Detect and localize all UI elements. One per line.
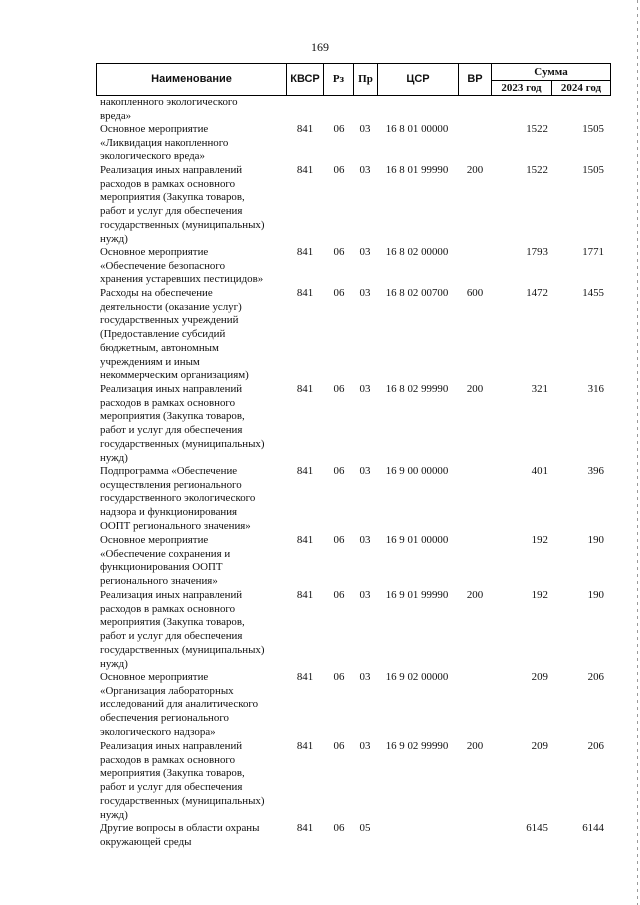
page-number: 169 (311, 40, 329, 54)
header-name: Наименование (151, 73, 232, 85)
row-sum-2024: 190 (587, 534, 604, 546)
row-csr: 16 8 01 99990 (385, 164, 449, 176)
header-year2-cell (551, 80, 611, 96)
row-pr: 03 (359, 740, 371, 752)
row-sum-2023: 1472 (526, 287, 548, 299)
row-sum-2023: 1522 (526, 123, 548, 135)
table-row (0, 534, 640, 589)
row-name: Основное мероприятие «Обеспечение сохранения и функционирования ООПТ регионального значения» (100, 534, 231, 588)
row-vr: 200 (466, 164, 484, 176)
table-row (0, 822, 640, 863)
header-year1-cell (491, 80, 552, 96)
table-row (0, 589, 640, 671)
row-kvsr: 841 (296, 740, 314, 752)
row-rz: 06 (333, 671, 345, 683)
row-name: Подпрограмма «Обеспечение осуществления регионального государственного экологического надзора и функционирования ООПТ регионального значения» (100, 465, 256, 532)
table-row (0, 740, 640, 822)
row-name: Другие вопросы в области охраны окружающей среды (100, 822, 260, 848)
row-csr: 16 8 02 99990 (385, 383, 449, 395)
row-sum-2023: 401 (531, 465, 548, 477)
row-sum-2024: 1455 (582, 287, 604, 299)
table-row (0, 671, 640, 740)
table-row (0, 383, 640, 465)
row-kvsr: 841 (296, 383, 314, 395)
row-csr: 16 9 00 00000 (385, 465, 449, 477)
table-body (0, 96, 640, 863)
table-row (0, 164, 640, 246)
row-sum-2023: 321 (531, 383, 548, 395)
table-row (0, 287, 640, 383)
header-vr-cell (458, 63, 492, 96)
header-kvsr: КВСР (290, 73, 320, 85)
row-sum-2023: 192 (531, 534, 548, 546)
row-sum-2024: 6144 (582, 822, 604, 834)
row-sum-2024: 316 (587, 383, 604, 395)
row-sum-2024: 1505 (582, 123, 604, 135)
table-row (0, 465, 640, 534)
row-sum-2023: 209 (531, 671, 548, 683)
row-vr: 600 (466, 287, 484, 299)
row-sum-2023: 192 (531, 589, 548, 601)
row-name: Реализация иных направлений расходов в рамках основного мероприятия (Закупка товаров, работ и услуг для обеспечения государственных (муниципальных) нужд) (100, 589, 265, 670)
row-name: Реализация иных направлений расходов в рамках основного мероприятия (Закупка товаров, работ и услуг для обеспечения государственных (муниципальных) нужд) (100, 383, 265, 464)
header-sum: Сумма (534, 66, 568, 78)
row-csr: 16 8 02 00000 (385, 246, 449, 258)
row-pr: 03 (359, 287, 371, 299)
row-rz: 06 (333, 287, 345, 299)
row-rz: 06 (333, 589, 345, 601)
row-kvsr: 841 (296, 534, 314, 546)
header-rz-cell (323, 63, 354, 96)
row-pr: 03 (359, 671, 371, 683)
row-rz: 06 (333, 534, 345, 546)
row-pr: 03 (359, 383, 371, 395)
row-pr: 03 (359, 164, 371, 176)
row-csr: 16 9 01 00000 (385, 534, 449, 546)
row-pr: 03 (359, 589, 371, 601)
row-rz: 06 (333, 822, 345, 834)
row-kvsr: 841 (296, 246, 314, 258)
row-kvsr: 841 (296, 822, 314, 834)
row-rz: 06 (333, 465, 345, 477)
row-name: Реализация иных направлений расходов в рамках основного мероприятия (Закупка товаров, работ и услуг для обеспечения государственных (муниципальных) нужд) (100, 164, 265, 245)
row-name: Основное мероприятие «Обеспечение безопасного хранения устаревших пестицидов» (100, 246, 264, 286)
row-vr: 200 (466, 589, 484, 601)
header-vr: ВР (467, 73, 483, 85)
header-csr: ЦСР (406, 73, 430, 85)
row-pr: 03 (359, 534, 371, 546)
row-kvsr: 841 (296, 671, 314, 683)
row-sum-2023: 6145 (526, 822, 548, 834)
header-rz: Рз (332, 73, 345, 85)
row-name: Реализация иных направлений расходов в рамках основного мероприятия (Закупка товаров, работ и услуг для обеспечения государственных (муниципальных) нужд) (100, 740, 265, 821)
row-sum-2024: 396 (587, 465, 604, 477)
row-kvsr: 841 (296, 123, 314, 135)
row-kvsr: 841 (296, 465, 314, 477)
row-name: накопленного экологического вреда» (100, 96, 238, 122)
row-sum-2024: 1505 (582, 164, 604, 176)
row-csr: 16 8 02 00700 (385, 287, 449, 299)
header-year2: 2024 год (560, 82, 602, 94)
row-sum-2023: 1793 (526, 246, 548, 258)
row-sum-2024: 206 (587, 740, 604, 752)
row-kvsr: 841 (296, 589, 314, 601)
row-rz: 06 (333, 383, 345, 395)
row-sum-2023: 1522 (526, 164, 548, 176)
row-sum-2023: 209 (531, 740, 548, 752)
row-name: Расходы на обеспечение деятельности (оказание услуг) государственных учреждений (Предоставление субсидий бюджетным, автономным учреждениям и иным некоммерческим организациям) (100, 287, 249, 382)
row-csr: 16 9 02 00000 (385, 671, 449, 683)
row-name: Основное мероприятие «Ликвидация накопленного экологического вреда» (100, 123, 229, 163)
row-sum-2024: 206 (587, 671, 604, 683)
row-sum-2024: 190 (587, 589, 604, 601)
row-name: Основное мероприятие «Организация лабораторных исследований для аналитического обеспечения регионального экологического надзора» (100, 671, 259, 738)
row-rz: 06 (333, 164, 345, 176)
row-rz: 06 (333, 123, 345, 135)
table-row (0, 123, 640, 164)
row-pr: 03 (359, 465, 371, 477)
row-vr: 200 (466, 383, 484, 395)
row-sum-2024: 1771 (582, 246, 604, 258)
header-csr-cell (377, 63, 459, 96)
header-sum-cell (491, 63, 611, 81)
row-kvsr: 841 (296, 287, 314, 299)
row-pr: 03 (359, 123, 371, 135)
row-pr: 05 (359, 822, 371, 834)
header-name-cell (96, 63, 287, 96)
row-csr: 16 9 02 99990 (385, 740, 449, 752)
row-rz: 06 (333, 246, 345, 258)
row-rz: 06 (333, 740, 345, 752)
row-kvsr: 841 (296, 164, 314, 176)
table-row (0, 246, 640, 287)
table-row (0, 96, 640, 123)
row-csr: 16 9 01 99990 (385, 589, 449, 601)
row-vr: 200 (466, 740, 484, 752)
row-csr: 16 8 01 00000 (385, 123, 449, 135)
header-pr: Пр (358, 73, 373, 85)
header-pr-cell (353, 63, 378, 96)
row-pr: 03 (359, 246, 371, 258)
header-year1: 2023 год (501, 82, 542, 94)
header-kvsr-cell (286, 63, 324, 96)
